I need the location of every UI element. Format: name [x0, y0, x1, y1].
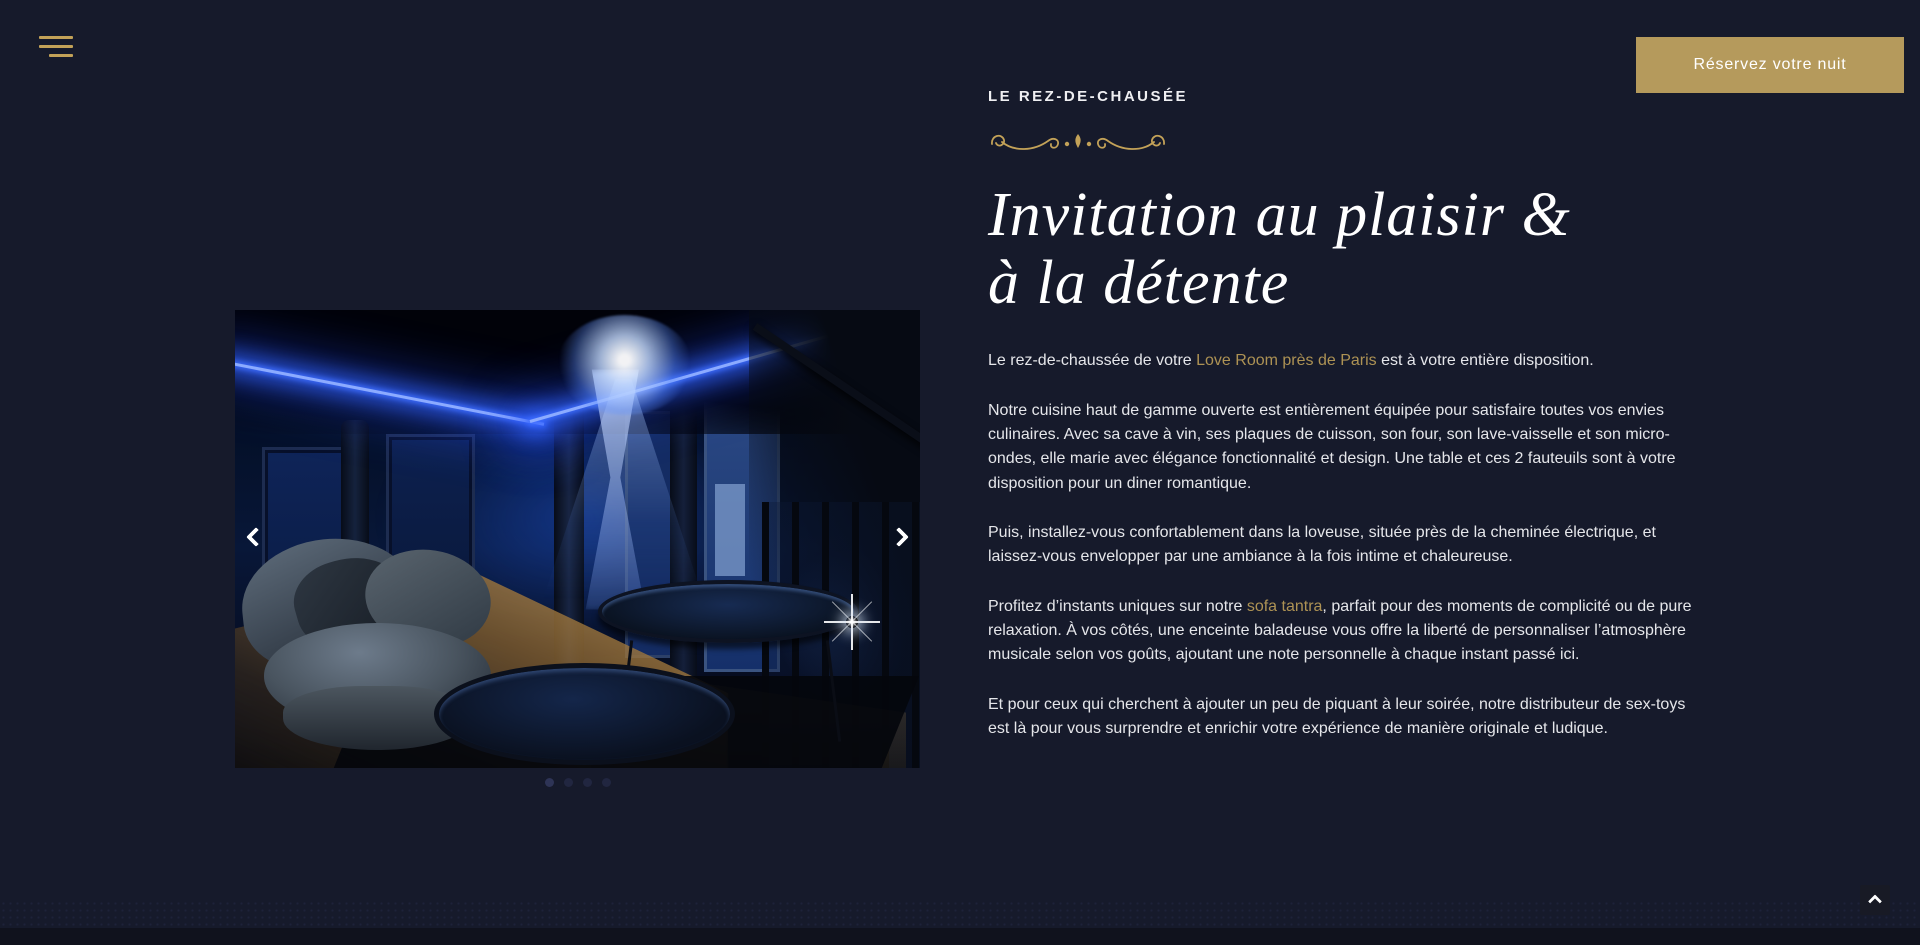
sofa-tantra-link[interactable]: sofa tantra: [1246, 597, 1323, 615]
carousel-next-button[interactable]: [886, 522, 912, 552]
photo-carousel: [235, 310, 920, 768]
paragraph-2: Notre cuisine haut de gamme ouverte est entièrement équipée pour satisfaire toutes vos envies culinaires. Avec sa cave à vin, ses plaques de cuisson, son four, son lave-vaisselle et son micro-ondes, elle marie avec élégance fonctionnalité et design. Une table et ces 2 fauteuils sont à votre disposition pour un diner romantique.: [988, 401, 1676, 492]
loveroom-photo: [235, 310, 920, 768]
carousel-dot[interactable]: [545, 778, 554, 787]
section-content: [988, 88, 1702, 766]
chevron-up-icon: [1868, 894, 1882, 908]
chevron-left-icon: [246, 527, 266, 547]
body-copy: [988, 349, 1702, 741]
page-title: Invitation au plaisir & à la détente: [988, 181, 1571, 318]
ornamental-divider-icon: [988, 125, 1168, 159]
carousel-dot[interactable]: [564, 778, 573, 787]
reserve-night-button[interactable]: Réservez votre nuit: [1636, 37, 1904, 93]
chevron-right-icon: [889, 527, 909, 547]
paragraph-4: Profitez d’instants uniques sur notre sofa tantra, parfait pour des moments de complicité ou de pure relaxation. À vos côtés, une enceinte baladeuse vous offre la liberté de personnaliser l’atmosphère musicale selon vos goûts, ajoutant une note personnelle à chaque instant passé ici.: [988, 597, 1692, 664]
scroll-to-top-button[interactable]: [1860, 885, 1890, 915]
section-eyebrow: LE REZ-DE-CHAUSÉE: [988, 88, 1189, 105]
carousel-dots: [235, 778, 920, 787]
love-room-link[interactable]: Love Room près de Paris: [1196, 352, 1377, 370]
footer-strip: [0, 928, 1920, 945]
footer-pattern-band: [0, 900, 1920, 928]
paragraph-5: Et pour ceux qui cherchent à ajouter un peu de piquant à leur soirée, notre distributeur de sex-toys est là pour vous surprendre et enrichir votre expérience de manière originale et ludique.: [988, 695, 1686, 737]
paragraph-3: Puis, installez-vous confortablement dans la loveuse, située près de la cheminée électrique, et laissez-vous envelopper par une ambiance à la fois intime et chaleureuse.: [988, 523, 1656, 566]
menu-hamburger-icon[interactable]: [39, 36, 73, 63]
carousel-dot[interactable]: [602, 778, 611, 787]
paragraph-1: Le rez-de-chaussée de votre Love Room près de Paris est à votre entière disposition.: [988, 352, 1594, 370]
carousel-dot[interactable]: [583, 778, 592, 787]
carousel-prev-button[interactable]: [243, 522, 269, 552]
